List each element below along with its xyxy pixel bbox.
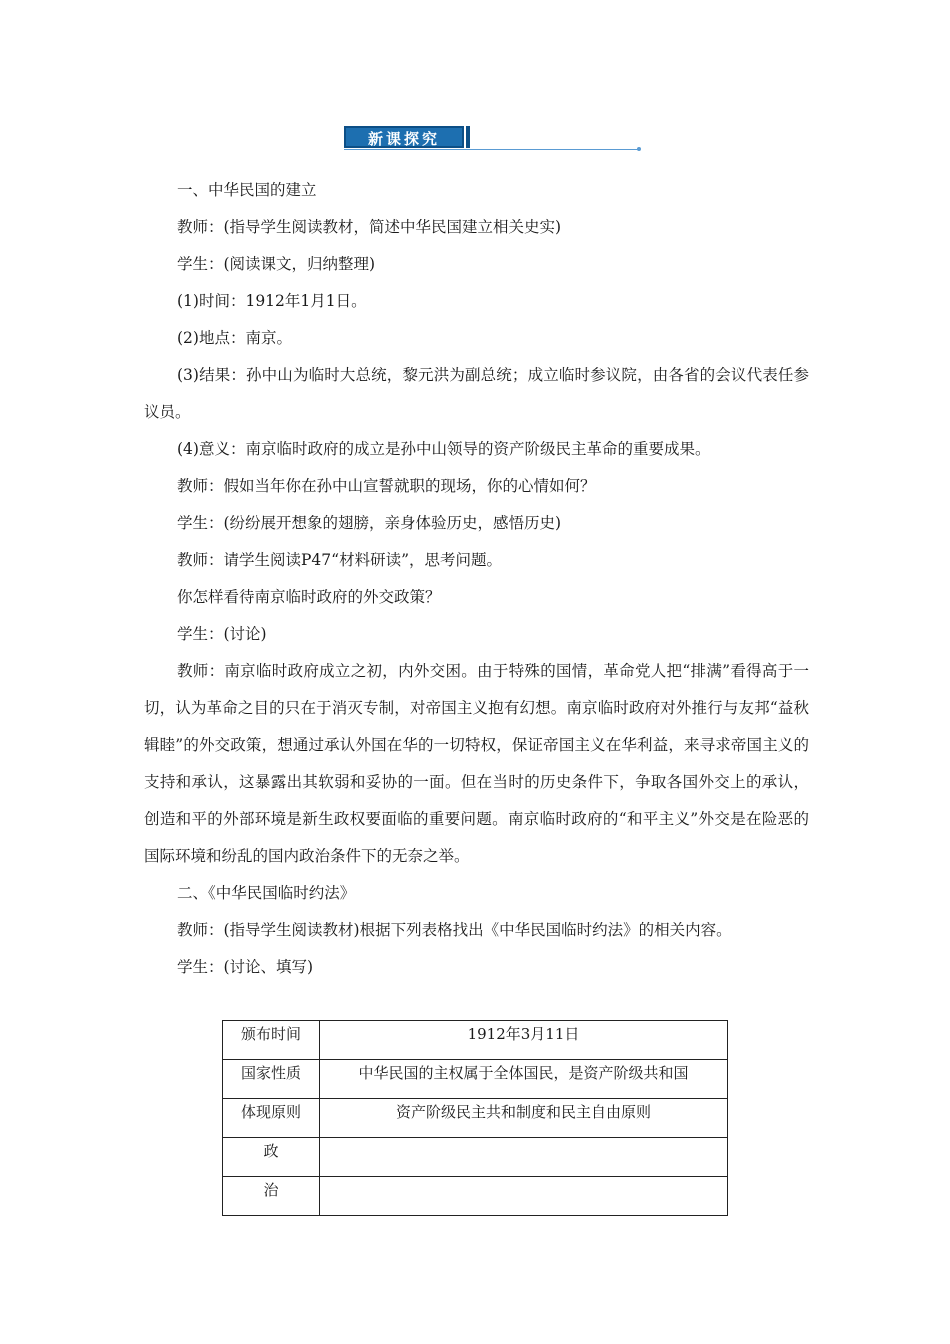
table-value <box>320 1177 728 1216</box>
paragraph: (2)地点：南京。 <box>177 329 292 347</box>
paragraph: 教师：假如当年你在孙中山宣誓就职的现场，你的心情如何？ <box>177 477 596 495</box>
paragraph: 教师：(指导学生阅读教材，简述中华民国建立相关史实) <box>177 218 562 236</box>
paragraph: 教师：(指导学生阅读教材)根据下列表格找出《中华民国临时约法》的相关内容。 <box>177 921 732 939</box>
table-key: 政 <box>223 1138 320 1177</box>
table-key: 国家性质 <box>223 1060 320 1099</box>
banner-rule-end <box>637 147 641 151</box>
paragraph: 学生：(纷纷展开想象的翅膀，亲身体验历史，感悟历史) <box>177 514 562 532</box>
paragraph: 你怎样看待南京临时政府的外交政策？ <box>177 588 441 606</box>
table-value <box>320 1138 728 1177</box>
banner-rule <box>344 149 640 150</box>
table-row <box>223 1138 728 1177</box>
paragraph: 学生：(讨论、填写) <box>177 958 314 976</box>
paragraph: 教师：请学生阅读P47“材料研读”，思考问题。 <box>177 551 503 569</box>
table-key: 体现原则 <box>223 1099 320 1138</box>
paragraph: 学生：(讨论) <box>177 625 267 643</box>
section-heading-1: 一、中华民国的建立 <box>177 181 317 199</box>
banner-accent-bar <box>466 126 470 148</box>
table-key: 颁布时间 <box>223 1021 320 1060</box>
table-value: 资产阶级民主共和制度和民主自由原则 <box>320 1099 728 1138</box>
table-row <box>223 1177 728 1216</box>
paragraph: 学生：(阅读课文，归纳整理) <box>177 255 376 273</box>
paragraph: (3)结果：孙中山为临时大总统，黎元洪为副总统；成立临时参议院，由各省的会议代表任参议员。 <box>144 366 809 421</box>
lesson-body <box>144 172 809 986</box>
table-value: 1912年3月11日 <box>320 1021 728 1060</box>
table-key: 治 <box>223 1177 320 1216</box>
paragraph: (1)时间：1912年1月1日。 <box>177 292 367 310</box>
section-banner: 新课探究 <box>344 126 464 148</box>
table-row <box>223 1099 728 1138</box>
paragraph: 教师：南京临时政府成立之初，内外交困。由于特殊的国情，革命党人把“排满”看得高于一切，认为革命之目的只在于消灭专制，对帝国主义抱有幻想。南京临时政府对外推行与友邦“益秋辑睦”的外交政策，想通过承认外国在华的一切特权，保证帝国主义在华利益，来寻求帝国主义的支持和承认，这暴露出其软弱和妥协的一面。但在当时的历史条件下，争取各国外交上的承认，创造和平的外部环境是新生政权要面临的重要问题。南京临时政府的“和平主义”外交是在险恶的国际环境和纷乱的国内政治条件下的无奈之举。 <box>144 662 809 865</box>
constitution-table <box>222 1020 728 1216</box>
table-row <box>223 1060 728 1099</box>
table-value: 中华民国的主权属于全体国民，是资产阶级共和国 <box>320 1060 728 1099</box>
paragraph: (4)意义：南京临时政府的成立是孙中山领导的资产阶级民主革命的重要成果。 <box>177 440 711 458</box>
table-row <box>223 1021 728 1060</box>
section-heading-2: 二、《中华民国临时约法》 <box>177 884 356 902</box>
